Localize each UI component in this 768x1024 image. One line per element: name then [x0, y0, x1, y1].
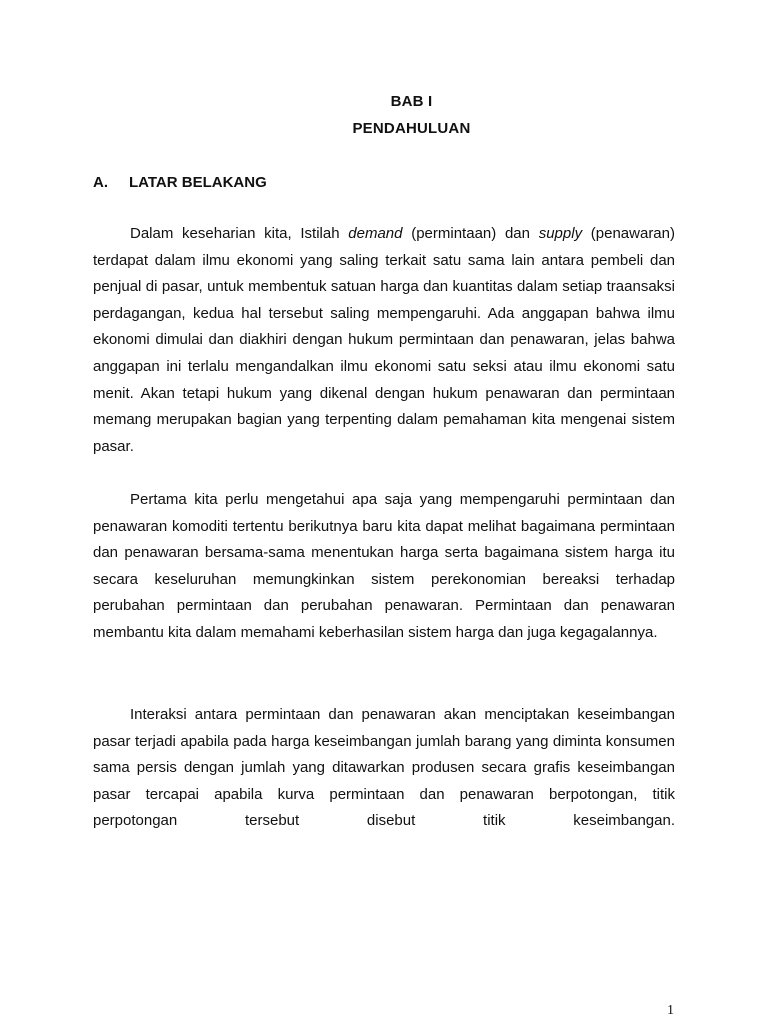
section-letter: A. [93, 174, 108, 191]
term-supply: supply [538, 225, 583, 242]
page-number: 1 [667, 1003, 674, 1018]
chapter-title: PENDAHULUAN [352, 120, 471, 137]
paragraph-1-text [93, 221, 675, 460]
term-demand: demand [348, 225, 403, 242]
paragraph-1-part2: (permintaan) dan [402, 225, 539, 242]
paragraph-3-text: Interaksi antara permintaan dan penawaran akan menciptakan keseimbangan pasar terjadi apabila pada harga keseimbangan jumlah barang yang diminta konsumen sama persis dengan jumlah yang ditawarkan produsen secara grafis keseimbangan pasar tercapai apabila kurva permintaan dan penawaran berpotongan, titik perpotongan tersebut disebut titik keseimbangan. [93, 706, 675, 830]
paragraph-1-part1: Dalam keseharian kita, Istilah [130, 225, 349, 242]
paragraph-2-text: Pertama kita perlu mengetahui apa saja yang mempengaruhi permintaan dan penawaran komoditi tertentu berikutnya baru kita dapat melihat bagaimana permintaan dan penawaran bersama-sama menentukan harga serta bagaimana sistem harga itu secara keseluruhan memungkinkan sistem perekonomian bereaksi terhadap perubahan permintaan dan perubahan penawaran. Permintaan dan penawaran membantu kita dalam memahami keberhasilan sistem harga dan juga kegagalannya. [93, 491, 675, 641]
paragraph-2 [93, 487, 675, 647]
paragraph-3 [93, 702, 675, 835]
section-title: LATAR BELAKANG [129, 174, 267, 191]
paragraph-1-part3: (penawaran) terdapat dalam ilmu ekonomi yang saling terkait satu sama lain antara pembeli dan penjual di pasar, untuk membentuk satuan harga dan kuantitas dalam setiap traansaksi perdagangan, kedua hal tersebut saling mempengaruhi. Ada anggapan bahwa ilmu ekonomi dimulai dan diakhiri dengan hukum permintaan dan penawaran, jelas bahwa anggapan ini terlalu mengandalkan ilmu ekonomi satu seksi atau ilmu ekonomi satu menit. Akan tetapi hukum yang dikenal dengan hukum penawaran dan permintaan memang merupakan bagian yang terpenting dalam pemahaman kita mengenai sistem pasar. [93, 225, 675, 455]
paragraph-1 [93, 221, 675, 460]
chapter-label: BAB I [390, 93, 433, 110]
section-heading [93, 174, 267, 191]
